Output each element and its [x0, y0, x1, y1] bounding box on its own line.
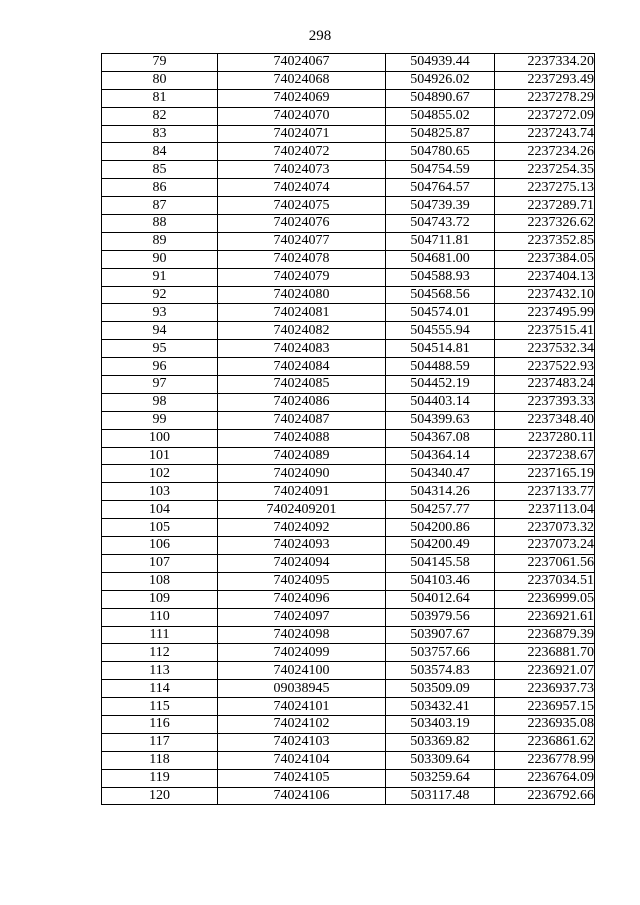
- point-number-cell: 115: [102, 698, 218, 716]
- point-id-cell: 74024092: [218, 519, 386, 537]
- x-coordinate-cell: 504555.94: [386, 322, 495, 340]
- x-coordinate-cell: 503757.66: [386, 644, 495, 662]
- table-row: [102, 179, 595, 197]
- x-coordinate-cell: 503574.83: [386, 662, 495, 680]
- table-row: [102, 429, 595, 447]
- y-coordinate-cell: 2237289.71: [495, 197, 595, 215]
- point-number-cell: 99: [102, 411, 218, 429]
- y-coordinate-cell: 2236921.07: [495, 662, 595, 680]
- point-id-cell: 74024068: [218, 71, 386, 89]
- table-row: [102, 125, 595, 143]
- x-coordinate-cell: 504681.00: [386, 250, 495, 268]
- point-number-cell: 110: [102, 608, 218, 626]
- table-row: [102, 787, 595, 805]
- x-coordinate-cell: 504403.14: [386, 393, 495, 411]
- y-coordinate-cell: 2237275.13: [495, 179, 595, 197]
- point-number-cell: 98: [102, 393, 218, 411]
- point-number-cell: 104: [102, 501, 218, 519]
- y-coordinate-cell: 2237522.93: [495, 358, 595, 376]
- y-coordinate-cell: 2236935.08: [495, 715, 595, 733]
- point-number-cell: 116: [102, 715, 218, 733]
- y-coordinate-cell: 2237133.77: [495, 483, 595, 501]
- y-coordinate-cell: 2237293.49: [495, 71, 595, 89]
- point-id-cell: 74024073: [218, 161, 386, 179]
- x-coordinate-cell: 504200.86: [386, 519, 495, 537]
- x-coordinate-cell: 504399.63: [386, 411, 495, 429]
- y-coordinate-cell: 2236881.70: [495, 644, 595, 662]
- y-coordinate-cell: 2236937.73: [495, 680, 595, 698]
- page-number: 298: [308, 28, 332, 44]
- point-id-cell: 74024071: [218, 125, 386, 143]
- y-coordinate-cell: 2237495.99: [495, 304, 595, 322]
- x-coordinate-cell: 503369.82: [386, 733, 495, 751]
- point-number-cell: 109: [102, 590, 218, 608]
- x-coordinate-cell: 504743.72: [386, 215, 495, 233]
- point-number-cell: 102: [102, 465, 218, 483]
- x-coordinate-cell: 504340.47: [386, 465, 495, 483]
- x-coordinate-cell: 504452.19: [386, 376, 495, 394]
- table-row: [102, 304, 595, 322]
- x-coordinate-cell: 504200.49: [386, 537, 495, 555]
- x-coordinate-cell: 504926.02: [386, 71, 495, 89]
- table-row: [102, 376, 595, 394]
- y-coordinate-cell: 2236792.66: [495, 787, 595, 805]
- point-number-cell: 108: [102, 572, 218, 590]
- point-number-cell: 101: [102, 447, 218, 465]
- table-row: [102, 447, 595, 465]
- x-coordinate-cell: 504939.44: [386, 54, 495, 72]
- point-id-cell: 09038945: [218, 680, 386, 698]
- point-id-cell: 74024076: [218, 215, 386, 233]
- x-coordinate-cell: 504711.81: [386, 232, 495, 250]
- y-coordinate-cell: 2237165.19: [495, 465, 595, 483]
- point-number-cell: 91: [102, 268, 218, 286]
- point-id-cell: 74024095: [218, 572, 386, 590]
- point-id-cell: 74024083: [218, 340, 386, 358]
- x-coordinate-cell: 504257.77: [386, 501, 495, 519]
- x-coordinate-cell: 503403.19: [386, 715, 495, 733]
- table-row: [102, 250, 595, 268]
- table-row: [102, 715, 595, 733]
- point-number-cell: 87: [102, 197, 218, 215]
- point-number-cell: 94: [102, 322, 218, 340]
- x-coordinate-cell: 503432.41: [386, 698, 495, 716]
- y-coordinate-cell: 2237352.85: [495, 232, 595, 250]
- table-row: [102, 197, 595, 215]
- point-number-cell: 111: [102, 626, 218, 644]
- x-coordinate-cell: 504780.65: [386, 143, 495, 161]
- x-coordinate-cell: 504145.58: [386, 554, 495, 572]
- x-coordinate-cell: 503259.64: [386, 769, 495, 787]
- x-coordinate-cell: 504012.64: [386, 590, 495, 608]
- point-id-cell: 74024090: [218, 465, 386, 483]
- table-row: [102, 215, 595, 233]
- table-row: [102, 411, 595, 429]
- point-number-cell: 81: [102, 89, 218, 107]
- point-number-cell: 90: [102, 250, 218, 268]
- table-row: [102, 286, 595, 304]
- y-coordinate-cell: 2236957.15: [495, 698, 595, 716]
- point-id-cell: 74024099: [218, 644, 386, 662]
- point-id-cell: 74024104: [218, 751, 386, 769]
- point-id-cell: 74024089: [218, 447, 386, 465]
- y-coordinate-cell: 2237532.34: [495, 340, 595, 358]
- x-coordinate-cell: 503509.09: [386, 680, 495, 698]
- y-coordinate-cell: 2237432.10: [495, 286, 595, 304]
- coordinates-table-body: [102, 54, 595, 805]
- point-number-cell: 118: [102, 751, 218, 769]
- point-id-cell: 74024097: [218, 608, 386, 626]
- x-coordinate-cell: 504588.93: [386, 268, 495, 286]
- y-coordinate-cell: 2237243.74: [495, 125, 595, 143]
- x-coordinate-cell: 503309.64: [386, 751, 495, 769]
- y-coordinate-cell: 2237278.29: [495, 89, 595, 107]
- point-number-cell: 86: [102, 179, 218, 197]
- coordinates-table: [101, 53, 595, 805]
- point-id-cell: 74024093: [218, 537, 386, 555]
- y-coordinate-cell: 2237326.62: [495, 215, 595, 233]
- point-number-cell: 89: [102, 232, 218, 250]
- y-coordinate-cell: 2237348.40: [495, 411, 595, 429]
- point-number-cell: 119: [102, 769, 218, 787]
- point-id-cell: 74024087: [218, 411, 386, 429]
- y-coordinate-cell: 2237061.56: [495, 554, 595, 572]
- point-id-cell: 74024101: [218, 698, 386, 716]
- table-row: [102, 54, 595, 72]
- point-id-cell: 74024077: [218, 232, 386, 250]
- y-coordinate-cell: 2237034.51: [495, 572, 595, 590]
- point-id-cell: 74024103: [218, 733, 386, 751]
- x-coordinate-cell: 503907.67: [386, 626, 495, 644]
- y-coordinate-cell: 2237272.09: [495, 107, 595, 125]
- point-id-cell: 74024079: [218, 268, 386, 286]
- point-id-cell: 74024094: [218, 554, 386, 572]
- point-number-cell: 80: [102, 71, 218, 89]
- table-row: [102, 358, 595, 376]
- table-row: [102, 393, 595, 411]
- point-id-cell: 74024067: [218, 54, 386, 72]
- point-number-cell: 112: [102, 644, 218, 662]
- table-row: [102, 680, 595, 698]
- point-number-cell: 103: [102, 483, 218, 501]
- point-number-cell: 92: [102, 286, 218, 304]
- y-coordinate-cell: 2237483.24: [495, 376, 595, 394]
- y-coordinate-cell: 2236861.62: [495, 733, 595, 751]
- point-number-cell: 88: [102, 215, 218, 233]
- point-number-cell: 117: [102, 733, 218, 751]
- table-row: [102, 268, 595, 286]
- y-coordinate-cell: 2237393.33: [495, 393, 595, 411]
- table-row: [102, 483, 595, 501]
- table-row: [102, 644, 595, 662]
- table-row: [102, 769, 595, 787]
- point-number-cell: 106: [102, 537, 218, 555]
- table-row: [102, 519, 595, 537]
- point-id-cell: 74024070: [218, 107, 386, 125]
- x-coordinate-cell: 504825.87: [386, 125, 495, 143]
- table-row: [102, 89, 595, 107]
- point-number-cell: 120: [102, 787, 218, 805]
- point-id-cell: 7402409201: [218, 501, 386, 519]
- table-row: [102, 572, 595, 590]
- x-coordinate-cell: 504314.26: [386, 483, 495, 501]
- point-number-cell: 96: [102, 358, 218, 376]
- table-row: [102, 143, 595, 161]
- y-coordinate-cell: 2236778.99: [495, 751, 595, 769]
- x-coordinate-cell: 504367.08: [386, 429, 495, 447]
- point-number-cell: 105: [102, 519, 218, 537]
- y-coordinate-cell: 2237234.26: [495, 143, 595, 161]
- table-row: [102, 340, 595, 358]
- y-coordinate-cell: 2237073.24: [495, 537, 595, 555]
- x-coordinate-cell: 504488.59: [386, 358, 495, 376]
- y-coordinate-cell: 2236879.39: [495, 626, 595, 644]
- x-coordinate-cell: 504364.14: [386, 447, 495, 465]
- table-row: [102, 662, 595, 680]
- point-number-cell: 84: [102, 143, 218, 161]
- point-id-cell: 74024105: [218, 769, 386, 787]
- x-coordinate-cell: 504754.59: [386, 161, 495, 179]
- table-row: [102, 537, 595, 555]
- y-coordinate-cell: 2237073.32: [495, 519, 595, 537]
- point-id-cell: 74024075: [218, 197, 386, 215]
- x-coordinate-cell: 504514.81: [386, 340, 495, 358]
- y-coordinate-cell: 2237280.11: [495, 429, 595, 447]
- point-number-cell: 79: [102, 54, 218, 72]
- point-id-cell: 74024102: [218, 715, 386, 733]
- point-id-cell: 74024082: [218, 322, 386, 340]
- table-row: [102, 751, 595, 769]
- y-coordinate-cell: 2236999.05: [495, 590, 595, 608]
- point-number-cell: 114: [102, 680, 218, 698]
- point-id-cell: 74024072: [218, 143, 386, 161]
- table-row: [102, 465, 595, 483]
- point-number-cell: 107: [102, 554, 218, 572]
- x-coordinate-cell: 504568.56: [386, 286, 495, 304]
- table-row: [102, 232, 595, 250]
- y-coordinate-cell: 2237384.05: [495, 250, 595, 268]
- point-id-cell: 74024091: [218, 483, 386, 501]
- y-coordinate-cell: 2236921.61: [495, 608, 595, 626]
- y-coordinate-cell: 2237238.67: [495, 447, 595, 465]
- x-coordinate-cell: 504890.67: [386, 89, 495, 107]
- point-number-cell: 93: [102, 304, 218, 322]
- x-coordinate-cell: 504764.57: [386, 179, 495, 197]
- x-coordinate-cell: 503979.56: [386, 608, 495, 626]
- table-row: [102, 107, 595, 125]
- table-row: [102, 71, 595, 89]
- point-id-cell: 74024100: [218, 662, 386, 680]
- y-coordinate-cell: 2237334.20: [495, 54, 595, 72]
- y-coordinate-cell: 2237515.41: [495, 322, 595, 340]
- table-row: [102, 626, 595, 644]
- x-coordinate-cell: 504739.39: [386, 197, 495, 215]
- x-coordinate-cell: 503117.48: [386, 787, 495, 805]
- table-row: [102, 161, 595, 179]
- y-coordinate-cell: 2237113.04: [495, 501, 595, 519]
- point-id-cell: 74024084: [218, 358, 386, 376]
- point-number-cell: 83: [102, 125, 218, 143]
- point-number-cell: 113: [102, 662, 218, 680]
- x-coordinate-cell: 504574.01: [386, 304, 495, 322]
- point-id-cell: 74024078: [218, 250, 386, 268]
- point-number-cell: 100: [102, 429, 218, 447]
- point-id-cell: 74024096: [218, 590, 386, 608]
- point-id-cell: 74024069: [218, 89, 386, 107]
- point-id-cell: 74024081: [218, 304, 386, 322]
- point-number-cell: 97: [102, 376, 218, 394]
- table-row: [102, 554, 595, 572]
- y-coordinate-cell: 2237404.13: [495, 268, 595, 286]
- point-id-cell: 74024085: [218, 376, 386, 394]
- x-coordinate-cell: 504855.02: [386, 107, 495, 125]
- x-coordinate-cell: 504103.46: [386, 572, 495, 590]
- point-number-cell: 82: [102, 107, 218, 125]
- point-id-cell: 74024086: [218, 393, 386, 411]
- y-coordinate-cell: 2236764.09: [495, 769, 595, 787]
- table-row: [102, 733, 595, 751]
- point-id-cell: 74024074: [218, 179, 386, 197]
- table-row: [102, 608, 595, 626]
- point-number-cell: 95: [102, 340, 218, 358]
- point-number-cell: 85: [102, 161, 218, 179]
- table-row: [102, 501, 595, 519]
- point-id-cell: 74024106: [218, 787, 386, 805]
- point-id-cell: 74024080: [218, 286, 386, 304]
- table-row: [102, 322, 595, 340]
- table-row: [102, 590, 595, 608]
- table-row: [102, 698, 595, 716]
- y-coordinate-cell: 2237254.35: [495, 161, 595, 179]
- point-id-cell: 74024098: [218, 626, 386, 644]
- point-id-cell: 74024088: [218, 429, 386, 447]
